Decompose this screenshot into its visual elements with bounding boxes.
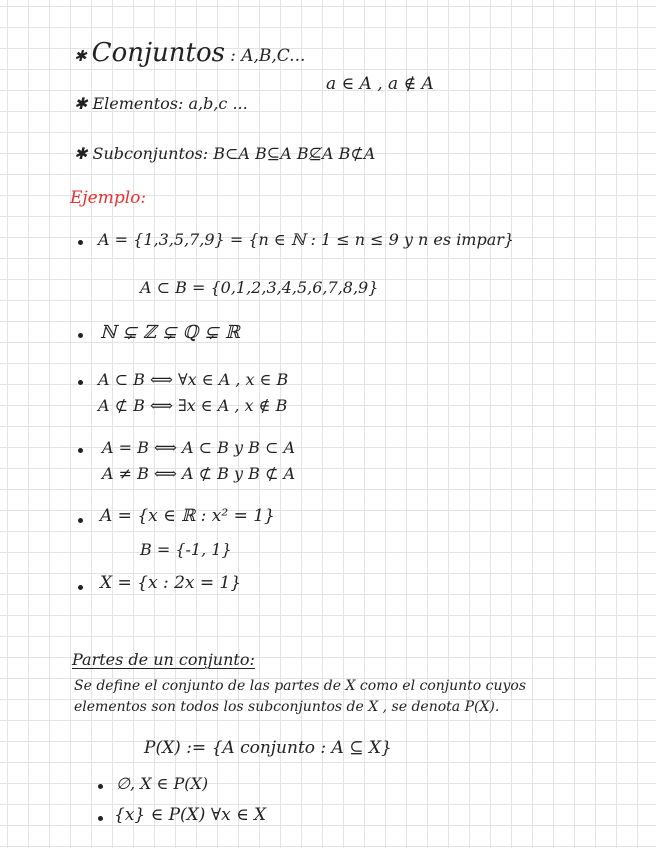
conjuntos-word: Conjuntos	[91, 38, 225, 68]
power-set-item-1: ∅, X ∈ P(X)	[116, 774, 209, 793]
a-square-set: A = {x ∈ ℝ : x² = 1}	[100, 506, 275, 526]
partes-definition-line-1: Se define el conjunto de las partes de X como el conjunto cuyos	[74, 678, 527, 694]
bullet-marker	[98, 816, 103, 821]
conjuntos-line	[74, 40, 305, 66]
number-chain: ℕ ⊊ ℤ ⊊ ℚ ⊊ ℝ	[100, 322, 240, 343]
x-set: X = {x : 2x = 1}	[100, 573, 242, 593]
star-icon: ✱	[74, 47, 87, 65]
subconjuntos-line: ✱ Subconjuntos: B⊂A B⊆A B⊈A B⊄A	[74, 144, 376, 163]
membership-note: a ∈ A , a ∉ A	[326, 74, 434, 94]
not-subset-definition: A ⊄ B ⟺ ∃x ∈ A , x ∉ B	[98, 396, 288, 415]
bullet-marker	[78, 380, 83, 385]
bullet-marker	[78, 240, 83, 245]
bullet-marker	[78, 518, 83, 523]
partes-definition-line-2: elementos son todos los subconjuntos de X , se denota P(X).	[74, 699, 500, 715]
example-title: Ejemplo:	[70, 188, 147, 208]
a-subset-b: A ⊂ B = {0,1,2,3,4,5,6,7,8,9}	[140, 278, 379, 297]
bullet-marker	[78, 585, 83, 590]
power-set-formula: P(X) := {A conjunto : A ⊆ X}	[144, 738, 392, 758]
b-set: B = {-1, 1}	[140, 540, 232, 559]
conjuntos-rest: : A,B,C...	[230, 46, 306, 66]
elementos-line: ✱ Elementos: a,b,c ...	[74, 94, 248, 113]
not-equal-definition: A ≠ B ⟺ A ⊄ B y B ⊄ A	[102, 464, 295, 483]
bullet-marker	[98, 784, 103, 789]
bullet-marker	[78, 333, 83, 338]
subset-definition: A ⊂ B ⟺ ∀x ∈ A , x ∈ B	[98, 370, 289, 389]
equal-definition: A = B ⟺ A ⊂ B y B ⊂ A	[102, 438, 295, 457]
bullet-marker	[78, 448, 83, 453]
power-set-item-2: {x} ∈ P(X) ∀x ∈ X	[114, 805, 267, 825]
partes-title: Partes de un conjunto:	[72, 650, 255, 669]
a-set-definition: A = {1,3,5,7,9} = {n ∈ ℕ : 1 ≤ n ≤ 9 y n es impar}	[98, 230, 515, 249]
